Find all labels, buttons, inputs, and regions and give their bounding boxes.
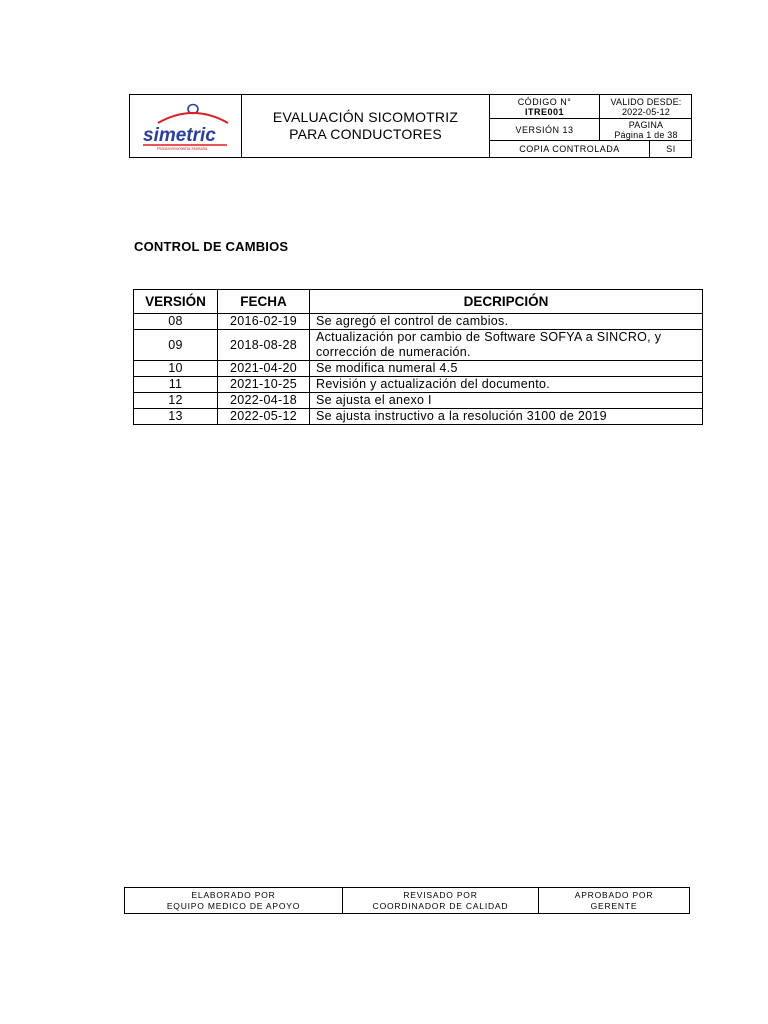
logo-tagline: Psicosensometría Humana — [157, 146, 208, 151]
reviewed-by-cell — [343, 888, 539, 913]
code-cell — [490, 95, 600, 119]
row-description: Actualización por cambio de Software SOFYA a SINCRO, y corrección de numeración. — [310, 330, 703, 361]
row-date: 2022-05-12 — [218, 409, 310, 425]
row-date: 2018-08-28 — [218, 330, 310, 361]
title-line-1: EVALUACIÓN SICOMOTRIZ — [272, 109, 459, 125]
document-header — [129, 94, 692, 158]
row-version: 11 — [134, 377, 218, 393]
document-title — [242, 95, 490, 157]
table-header-row — [134, 290, 703, 314]
document-meta — [490, 95, 692, 157]
reviewed-by-value: COORDINADOR DE CALIDAD — [372, 900, 509, 911]
page-value: Página 1 de 38 — [614, 130, 678, 140]
reviewed-by-label: REVISADO POR — [403, 889, 478, 900]
controlled-copy-value: SI — [666, 144, 676, 154]
row-description: Se agregó el control de cambios. — [310, 314, 703, 330]
row-date: 2022-04-18 — [218, 393, 310, 409]
table-row — [134, 330, 703, 361]
approved-by-cell — [539, 888, 689, 913]
controlled-copy-cell — [490, 141, 650, 157]
row-version: 13 — [134, 409, 218, 425]
column-header-description: DECRIPCIÓN — [310, 290, 703, 314]
table-row — [134, 314, 703, 330]
row-version: 10 — [134, 361, 218, 377]
row-date: 2016-02-19 — [218, 314, 310, 330]
document-footer — [124, 887, 690, 914]
column-header-date: FECHA — [218, 290, 310, 314]
title-line-2: PARA CONDUCTORES — [289, 126, 442, 142]
controlled-copy-value-cell — [650, 141, 692, 157]
row-version: 08 — [134, 314, 218, 330]
column-header-version: VERSIÓN — [134, 290, 218, 314]
valid-from-label: VALIDO DESDE: — [610, 97, 682, 107]
logo-cell — [130, 95, 242, 157]
change-control-table — [133, 289, 703, 425]
row-description: Se ajusta instructivo a la resolución 3100 de 2019 — [310, 409, 703, 425]
row-version: 09 — [134, 330, 218, 361]
valid-from-value: 2022-05-12 — [621, 107, 671, 117]
elaborated-by-label: ELABORADO POR — [191, 889, 276, 900]
code-label: CÓDIGO N° — [517, 97, 572, 107]
approved-by-value: GERENTE — [590, 900, 638, 911]
approved-by-label: APROBADO POR — [574, 889, 654, 900]
elaborated-by-cell — [125, 888, 343, 913]
row-description: Revisión y actualización del documento. — [310, 377, 703, 393]
row-date: 2021-04-20 — [218, 361, 310, 377]
table-row — [134, 409, 703, 425]
row-date: 2021-10-25 — [218, 377, 310, 393]
table-row — [134, 377, 703, 393]
simetric-logo — [130, 95, 241, 157]
logo-text: simetric — [143, 125, 216, 146]
controlled-copy-label: COPIA CONTROLADA — [519, 144, 620, 154]
version-label: VERSIÓN 13 — [515, 125, 574, 135]
version-cell — [490, 119, 600, 141]
page-cell — [600, 119, 692, 141]
page-label: PAGINA — [628, 120, 664, 130]
row-description: Se ajusta el anexo I — [310, 393, 703, 409]
logo-arc-icon — [158, 113, 228, 123]
valid-from-cell — [600, 95, 692, 119]
section-title: CONTROL DE CAMBIOS — [134, 239, 289, 254]
row-version: 12 — [134, 393, 218, 409]
elaborated-by-value: EQUIPO MEDICO DE APOYO — [166, 900, 301, 911]
table-row — [134, 393, 703, 409]
table-row — [134, 361, 703, 377]
row-description: Se modifica numeral 4.5 — [310, 361, 703, 377]
code-value: ITRE001 — [524, 107, 565, 117]
